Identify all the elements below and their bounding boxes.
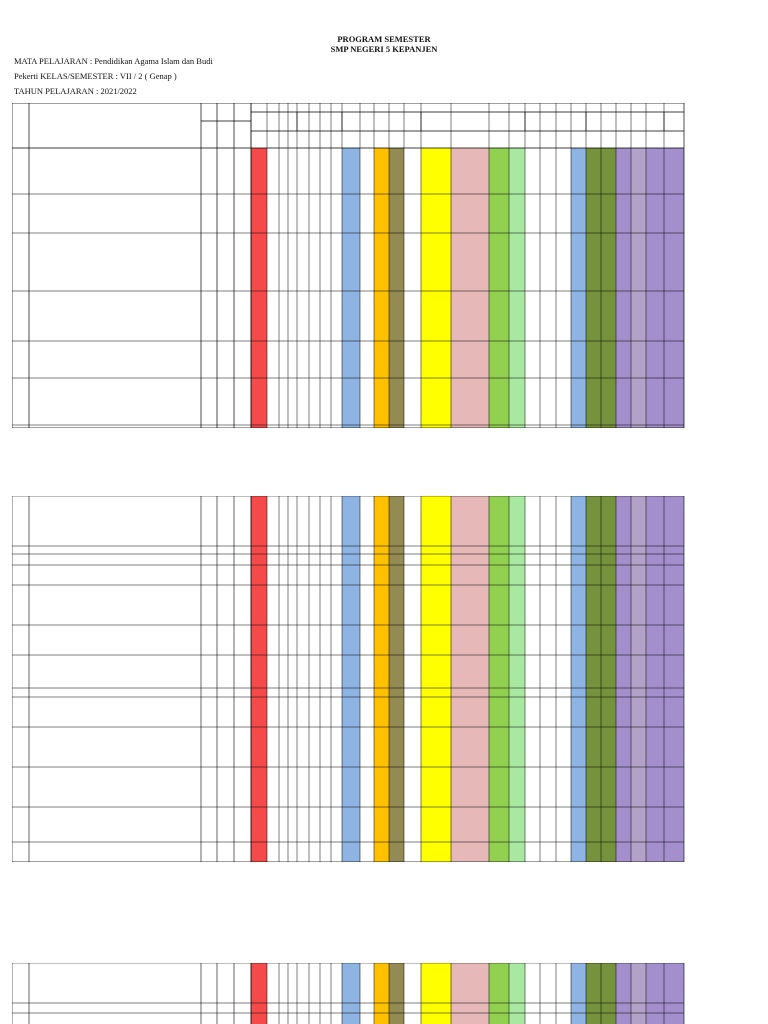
event-column-fill	[586, 148, 601, 428]
event-column-fill	[374, 963, 389, 1024]
event-column-fill	[489, 148, 509, 428]
schedule-table-page-1	[12, 103, 725, 428]
kompetensi-dasar-cell	[31, 566, 199, 584]
schedule-table-page-3	[12, 963, 725, 1024]
kompetensi-dasar-cell	[31, 728, 199, 766]
event-column-fill	[374, 148, 389, 428]
event-column-fill	[342, 963, 360, 1024]
kompetensi-dasar-cell	[31, 342, 199, 377]
kompetensi-dasar-cell	[31, 292, 199, 340]
kompetensi-dasar-cell	[31, 768, 199, 806]
kompetensi-dasar-cell	[31, 698, 199, 726]
kompetensi-dasar-cell	[31, 626, 199, 654]
kompetensi-dasar-cell	[31, 586, 199, 624]
event-column-fill	[631, 148, 646, 428]
event-column-fill	[509, 148, 525, 428]
kompetensi-dasar-cell	[31, 555, 199, 564]
event-column-fill	[586, 963, 601, 1024]
mapel-line: MATA PELAJARAN : Pendidikan Agama Islam dan Budi	[14, 56, 213, 66]
event-column-fill	[342, 148, 360, 428]
event-column-fill	[664, 148, 684, 428]
event-column-fill	[616, 963, 631, 1024]
event-column-fill	[451, 148, 489, 428]
kompetensi-dasar-cell	[31, 149, 199, 193]
event-column-fill	[631, 963, 646, 1024]
title-line-2: SMP NEGERI 5 KEPANJEN	[330, 44, 438, 54]
kompetensi-dasar-cell	[31, 808, 199, 841]
event-column-fill	[664, 963, 684, 1024]
event-column-fill	[251, 963, 267, 1024]
kompetensi-dasar-cell	[31, 964, 199, 1002]
event-column-fill	[646, 148, 664, 428]
event-column-fill	[421, 963, 451, 1024]
kompetensi-dasar-cell	[31, 656, 199, 687]
event-column-fill	[616, 148, 631, 428]
event-column-fill	[601, 148, 616, 428]
kompetensi-dasar-cell	[31, 497, 199, 545]
kelas-line: Pekerti KELAS/SEMESTER : VII / 2 ( Genap )	[14, 71, 177, 81]
event-column-fill	[489, 963, 509, 1024]
event-column-fill	[251, 148, 267, 428]
event-column-fill	[601, 963, 616, 1024]
event-column-fill	[571, 963, 586, 1024]
event-column-fill	[389, 963, 404, 1024]
event-column-fill	[509, 963, 525, 1024]
event-column-fill	[451, 963, 489, 1024]
schedule-table-page-2	[12, 496, 725, 862]
tahun-line: TAHUN PELAJARAN : 2021/2022	[14, 86, 137, 96]
kompetensi-dasar-cell	[31, 234, 199, 290]
header-no	[12, 119, 29, 131]
title-line-1: PROGRAM SEMESTER	[337, 34, 431, 44]
event-column-fill	[571, 148, 586, 428]
event-column-fill	[421, 148, 451, 428]
event-column-fill	[646, 963, 664, 1024]
kompetensi-dasar-cell	[31, 195, 199, 232]
kompetensi-dasar-cell	[31, 379, 199, 424]
event-column-fill	[389, 148, 404, 428]
